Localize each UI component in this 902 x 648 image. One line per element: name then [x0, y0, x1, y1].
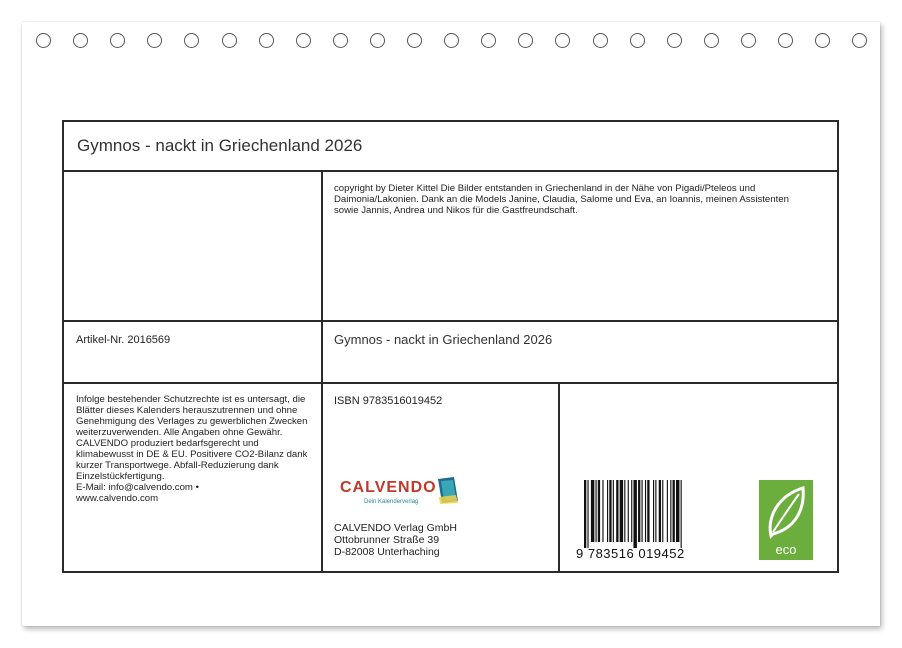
barcode-bar [587, 480, 588, 548]
barcode-bar [676, 480, 679, 542]
binding-hole [593, 33, 608, 48]
calendar-title: Gymnos - nackt in Griechenland 2026 [77, 136, 363, 155]
binding-hole [555, 33, 570, 48]
barcode-bar [655, 480, 656, 542]
publisher-street: Ottobrunner Straße 39 [334, 534, 440, 546]
binding-hole [73, 33, 88, 48]
barcode-bar [602, 480, 603, 542]
barcode-bars-icon [576, 480, 726, 548]
barcode-bar [642, 480, 643, 542]
binding-hole [704, 33, 719, 48]
barcode-bar [598, 480, 600, 542]
binding-hole [667, 33, 682, 48]
barcode-bar [653, 480, 654, 542]
leaf-icon [759, 482, 813, 542]
binding-hole [36, 33, 51, 48]
isbn: ISBN 9783516019452 [334, 395, 443, 407]
article-number: Artikel-Nr. 2016569 [76, 334, 171, 346]
binding-hole [110, 33, 125, 48]
eco-label: eco [775, 542, 797, 557]
logo-mark-icon [436, 477, 460, 505]
binding-hole [444, 33, 459, 48]
barcode-bar [667, 480, 668, 542]
barcode-bar [631, 480, 632, 542]
binding-hole [481, 33, 496, 48]
logo-wordmark: CALVENDO [340, 479, 437, 496]
binding-hole [852, 33, 867, 48]
barcode-bar [647, 480, 649, 542]
copyright-text: copyright by Dieter Kittel Die Bilder entstanden in Griechenland in der Nähe von Pigadi/Pteleos und Daimonia/Lakonien. Dank an die Models Janine, Claudia, Salome und Eva, an Ioannis, meinen Assistenten sowie Jannis, Andrea und Nikos für die Gastfreundschaft. [334, 183, 789, 216]
barcode-bar [633, 480, 636, 548]
barcode-bar [624, 480, 625, 542]
logo-tagline: Dein Kalenderverlag [364, 499, 419, 505]
barcode-bar [584, 480, 586, 548]
info-frame [62, 120, 839, 573]
divider-right-column [558, 382, 560, 573]
binding-hole [147, 33, 162, 48]
binding-hole [259, 33, 274, 48]
divider-article [64, 320, 837, 322]
barcode-bar [681, 480, 682, 548]
barcode-bar [638, 480, 640, 542]
barcode-bar [670, 480, 671, 542]
eco-badge [759, 480, 813, 560]
binding-hole [778, 33, 793, 48]
binding-holes [36, 33, 866, 53]
binding-hole [370, 33, 385, 48]
binding-hole [518, 33, 533, 48]
barcode-bar [596, 480, 597, 542]
barcode-bar [591, 480, 594, 542]
barcode-bar [645, 480, 646, 542]
binding-hole [333, 33, 348, 48]
publisher-city: D-82008 Unterhaching [334, 546, 440, 558]
barcode-bar [616, 480, 618, 542]
binding-hole [296, 33, 311, 48]
calendar-subtitle: Gymnos - nackt in Griechenland 2026 [334, 332, 553, 347]
barcode-bar [628, 480, 629, 542]
barcode-bar [609, 480, 611, 542]
publisher-address [334, 522, 457, 558]
divider-title [64, 170, 837, 172]
binding-hole [741, 33, 756, 48]
binding-hole [815, 33, 830, 48]
publisher-name: CALVENDO Verlag GmbH [334, 522, 457, 534]
barcode-bar [620, 480, 623, 542]
barcode-bar [613, 480, 614, 542]
barcode-bar [673, 480, 675, 542]
calvendo-logo [340, 479, 470, 515]
divider-bottom-section [64, 382, 837, 384]
barcode [576, 480, 726, 562]
divider-left-column [321, 170, 323, 573]
binding-hole [407, 33, 422, 48]
legal-notice: Infolge bestehender Schutzrechte ist es untersagt, die Blätter dieses Kalenders herauszutrennen und ohne Genehmigung des Verlages zu gewerblichen Zwecken weiterzuverwenden. Alle Angaben ohne Gewähr. CALVENDO produziert bedarfsgerecht und klimabewusst in DE & EU. Positivere CO2-Bilanz dank kurzer Transportwege. Abfall-Reduzierung dank Einzelstückfertigung. E-Mail: info@calvendo.com • www.calvendo.com [76, 394, 308, 504]
binding-hole [630, 33, 645, 48]
barcode-bar [607, 480, 608, 542]
binding-hole [222, 33, 237, 48]
barcode-bar [662, 480, 663, 542]
barcode-bar [659, 480, 661, 542]
binding-hole [184, 33, 199, 48]
barcode-digits: 9 783516 019452 [576, 546, 685, 561]
